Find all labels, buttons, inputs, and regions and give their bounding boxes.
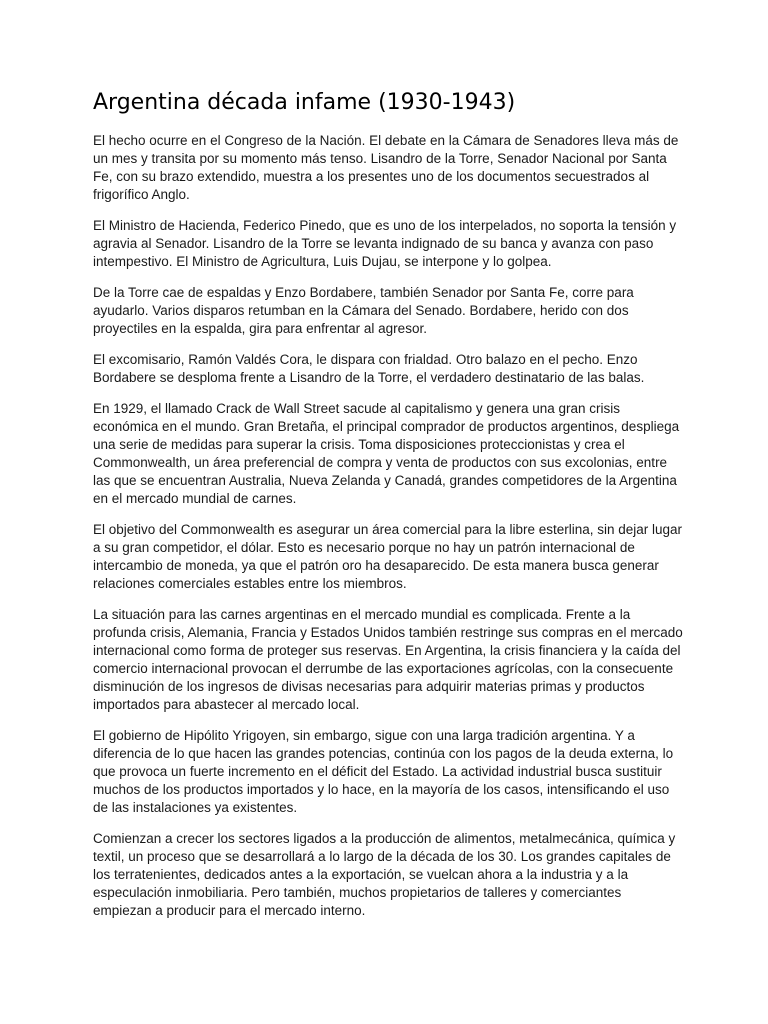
document-page: [93, 86, 683, 933]
paragraph-8: El gobierno de Hipólito Yrigoyen, sin embargo, sigue con una larga tradición argentina. Y a diferencia de lo que hacen las grandes potencias, continúa con los pagos de la deuda externa, lo que provoca un fuerte incremento en el déficit del Estado. La actividad industrial busca sustituir muchos de los productos importados y lo hace, en la mayoría de los casos, intensificando el uso de las instalaciones ya existentes.: [93, 728, 674, 815]
paragraph-2: El Ministro de Hacienda, Federico Pinedo, que es uno de los interpelados, no soporta la tensión y agravia al Senador. Lisandro de la Torre se levanta indignado de su banca y avanza con paso intempestivo. El Ministro de Agricultura, Luis Dujau, se interpone y lo golpea.: [93, 218, 677, 269]
paragraph-4: El excomisario, Ramón Valdés Cora, le dispara con frialdad. Otro balazo en el pecho. Enzo Bordabere se desploma frente a Lisandro de la Torre, el verdadero destinatario de las balas.: [93, 352, 645, 385]
paragraph-6: El objetivo del Commonwealth es asegurar un área comercial para la libre esterlina, sin dejar lugar a su gran competidor, el dólar. Esto es necesario porque no hay un patrón internacional de intercambio de moneda, ya que el patrón oro ha desaparecido. De esta manera busca generar relaciones comerciales estables entre los miembros.: [93, 522, 683, 591]
paragraph-9: Comienzan a crecer los sectores ligados a la producción de alimentos, metalmecánica, química y textil, un proceso que se desarrollará a lo largo de la década de los 30. Los grandes capitales de los terratenientes, dedicados antes a la exportación, se vuelcan ahora a la industria y a la especulación inmobiliaria. Pero también, muchos propietarios de talleres y comerciantes empiezan a producir para el mercado interno.: [93, 831, 676, 918]
paragraph-1: El hecho ocurre en el Congreso de la Nación. El debate en la Cámara de Senadores lleva más de un mes y transita por su momento más tenso. Lisandro de la Torre, Senador Nacional por Santa Fe, con su brazo extendido, muestra a los presentes uno de los documentos secuestrados al frigorífico Anglo.: [93, 133, 679, 202]
paragraph-7: La situación para las carnes argentinas en el mercado mundial es complicada. Frente a la profunda crisis, Alemania, Francia y Estados Unidos también restringe sus compras en el mercado internacional como forma de proteger sus reservas. En Argentina, la crisis financiera y la caída del comercio internacional provocan el derrumbe de las exportaciones agrícolas, con la consecuente disminución de los ingresos de divisas necesarias para adquirir materias primas y productos importados para abastecer al mercado local.: [93, 607, 683, 712]
paragraph-5: En 1929, el llamado Crack de Wall Street sacude al capitalismo y genera una gran crisis económica en el mundo. Gran Bretaña, el principal comprador de productos argentinos, despliega una serie de medidas para superar la crisis. Toma disposiciones proteccionistas y crea el Commonwealth, un área preferencial de compra y venta de productos con sus excolonias, entre las que se encuentran Australia, Nueva Zelanda y Canadá, grandes competidores de la Argentina en el mercado mundial de carnes.: [93, 401, 680, 506]
paragraph-3: De la Torre cae de espaldas y Enzo Bordabere, también Senador por Santa Fe, corre para ayudarlo. Varios disparos retumban en la Cámara del Senado. Bordabere, herido con dos proyectiles en la espalda, gira para enfrentar al agresor.: [93, 285, 634, 336]
document-title: Argentina década infame (1930-1943): [93, 90, 516, 115]
